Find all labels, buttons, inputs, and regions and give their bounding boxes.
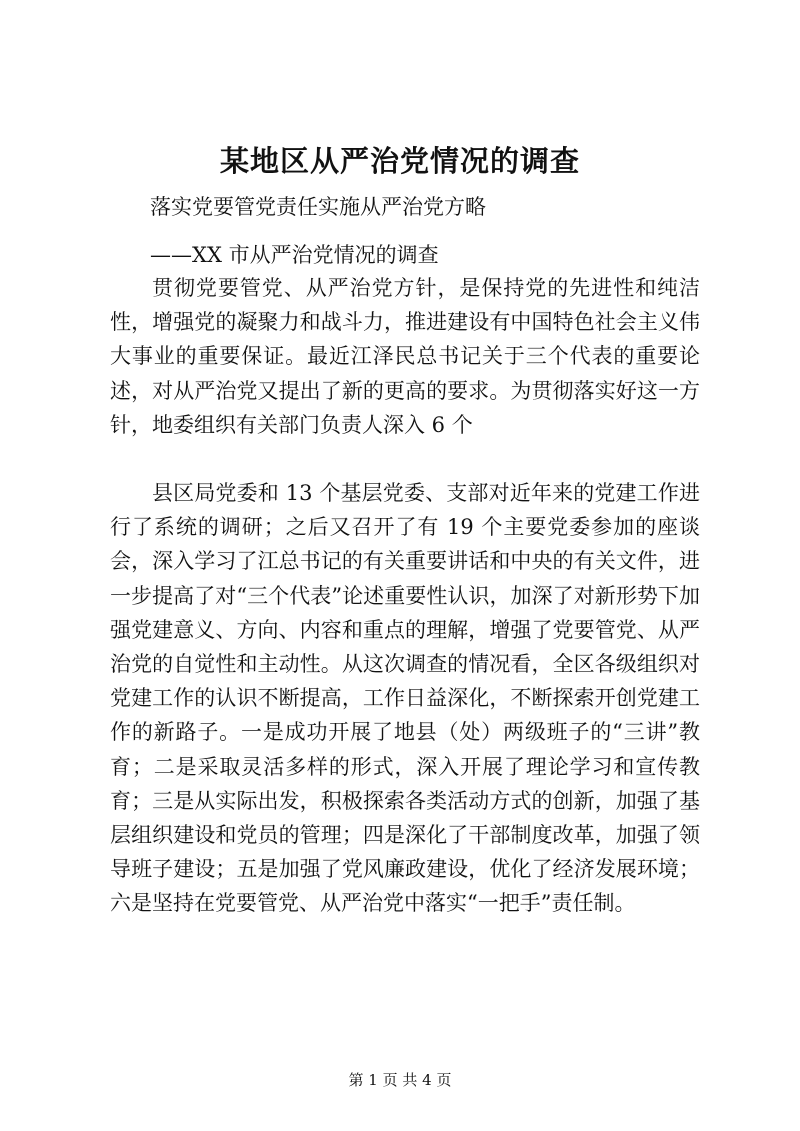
body-paragraph-1: 贯彻党要管党、从严治党方针，是保持党的先进性和纯洁性，增强党的凝聚力和战斗力，推进建设有中国特色社会主义伟大事业的重要保证。最近江泽民总书记关于三个代表的重要论述，对从严治党又提出了新的更高的要求。为贯彻落实好这一方针，地委组织有关部门负责人深入 6 个 [110, 276, 700, 437]
page-title: 某地区从严治党情况的调查 [219, 144, 580, 178]
subtitle-main: 落实党要管党责任实施从严治党方略 [150, 195, 486, 219]
body-paragraph-2: 县区局党委和 13 个基层党委、支部对近年来的党建工作进行了系统的调研；之后又召开了有 19 个主要党委参加的座谈会，深入学习了江总书记的有关重要讲话和中央的有关文件，进一步提高了对“三个代表”论述重要性认识，加深了对新形势下加强党建意义、方向、内容和重点的理解，增强了党要管党、从严治党的自觉性和主动性。从这次调查的情况看，全区各级组织对党建工作的认识不断提高，工作日益深化，不断探索开创党建工作的新路子。一是成功开展了地县（处）两级班子的“三讲”教育；二是采取灵活多样的形式，深入开展了理论学习和宣传教育；三是从实际出发，积极探索各类活动方式的创新，加强了基层组织建设和党员的管理；四是深化了干部制度改革，加强了领导班子建设；五是加强了党风廉政建设，优化了经济发展环境；六是坚持在党要管党、从严治党中落实“一把手”责任制。 [110, 481, 700, 916]
page-number-footer: 第 1 页 共 4 页 [348, 1071, 452, 1089]
subtitle-secondary: ——XX 市从严治党情况的调查 [150, 243, 439, 267]
